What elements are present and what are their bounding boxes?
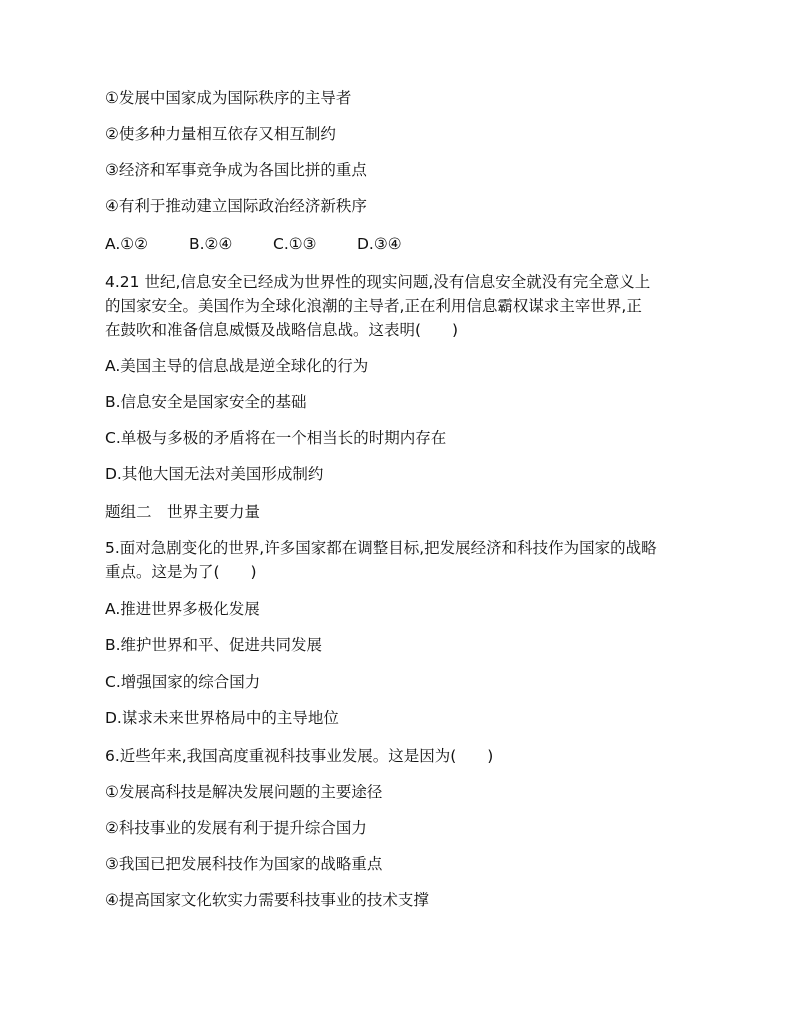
q6-option-2: ②科技事业的发展有利于提升综合国力	[105, 819, 367, 837]
q6-stem: 6.近些年来,我国高度重视科技事业发展。这是因为( )	[105, 747, 494, 765]
q5-stem-line-2: 重点。这是为了( )	[105, 563, 257, 581]
q5-choice-b: B.维护世界和平、促进共同发展	[105, 636, 323, 654]
q4-choice-c: C.单极与多极的矛盾将在一个相当长的时期内存在	[105, 429, 447, 447]
section-heading: 题组二 世界主要力量	[105, 503, 261, 521]
q4-stem-line-1: 4.21 世纪,信息安全已经成为世界性的现实问题,没有信息安全就没有完全意义上	[105, 273, 651, 291]
q3-choice-b: B.②④	[189, 235, 233, 253]
q3-choice-c: C.①③	[273, 235, 317, 253]
q5-stem-line-1: 5.面对急剧变化的世界,许多国家都在调整目标,把发展经济和科技作为国家的战略	[105, 539, 657, 557]
q4-choice-a: A.美国主导的信息战是逆全球化的行为	[105, 357, 369, 375]
q3-choice-d: D.③④	[357, 235, 402, 253]
q4-choice-d: D.其他大国无法对美国形成制约	[105, 465, 324, 483]
q4-stem-line-2: 的国家安全。美国作为全球化浪潮的主导者,正在利用信息霸权谋求主宰世界,正	[105, 297, 642, 315]
q4-stem-line-3: 在鼓吹和准备信息威慑及战略信息战。这表明( )	[105, 321, 459, 339]
q3-option-3: ③经济和军事竞争成为各国比拼的重点	[105, 161, 367, 179]
q6-option-1: ①发展高科技是解决发展问题的主要途径	[105, 783, 383, 801]
q5-choice-c: C.增强国家的综合国力	[105, 673, 261, 691]
q6-option-3: ③我国已把发展科技作为国家的战略重点	[105, 855, 383, 873]
q3-choices	[105, 232, 402, 256]
q5-choice-a: A.推进世界多极化发展	[105, 600, 260, 618]
q3-option-2: ②使多种力量相互依存又相互制约	[105, 125, 336, 143]
q6-option-4: ④提高国家文化软实力需要科技事业的技术支撑	[105, 891, 429, 909]
q4-choice-b: B.信息安全是国家安全的基础	[105, 393, 307, 411]
q3-choice-a: A.①②	[105, 235, 149, 253]
q3-option-4: ④有利于推动建立国际政治经济新秩序	[105, 197, 367, 215]
q3-option-1: ①发展中国家成为国际秩序的主导者	[105, 89, 352, 107]
q5-choice-d: D.谋求未来世界格局中的主导地位	[105, 709, 339, 727]
